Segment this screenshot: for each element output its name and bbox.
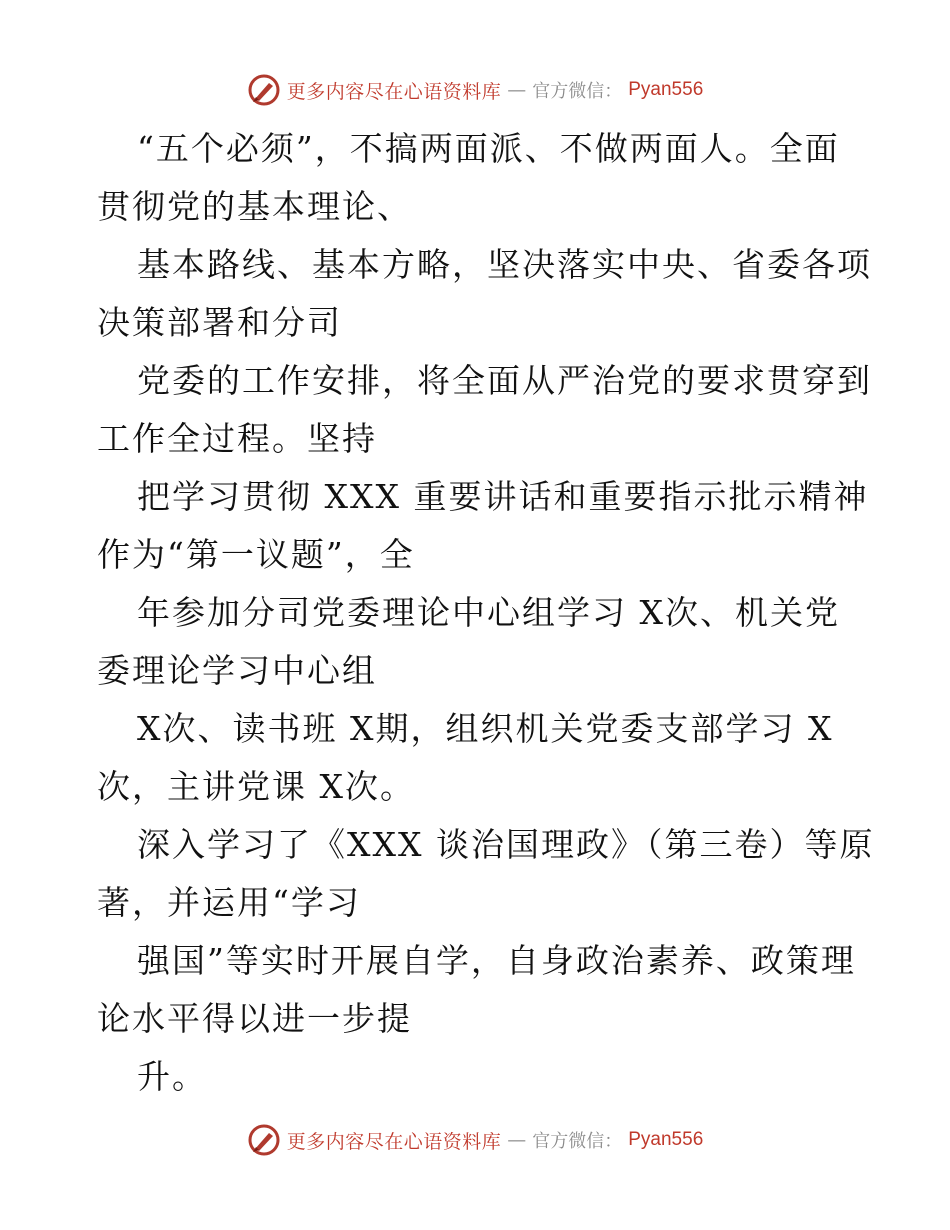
text-line: 决策部署和分司 xyxy=(97,303,342,342)
text-line: 工作全过程。坚持 xyxy=(97,419,377,458)
watermark-wechat-id: Pyan556 xyxy=(628,79,704,100)
text-line: 委理论学习中心组 xyxy=(97,651,377,690)
text-line: 次，主讲党课 X次。 xyxy=(97,767,415,806)
text-line: 年参加分司党委理论中心组学习 X次、机关党 xyxy=(137,593,840,632)
watermark-main-text: 更多内容尽在心语资料库 xyxy=(286,1130,502,1153)
text-line: 升。 xyxy=(137,1057,207,1096)
watermark-separator: — xyxy=(507,1129,527,1151)
text-line: X次、读书班 X期，组织机关党委支部学习 X xyxy=(137,709,834,748)
watermark-main-text: 更多内容尽在心语资料库 xyxy=(286,80,502,103)
text-line: 作为“第一议题”，全 xyxy=(97,535,415,574)
text-line: 论水平得以进一步提 xyxy=(97,999,412,1038)
text-line: 基本路线、基本方略，坚决落实中央、省委各项 xyxy=(137,245,872,284)
watermark-wechat-id: Pyan556 xyxy=(628,1129,704,1150)
pen-logo-icon xyxy=(247,73,281,107)
pen-logo-icon xyxy=(247,1123,281,1157)
watermark-separator: — xyxy=(507,79,527,101)
text-line: 把学习贯彻 XXX 重要讲话和重要指示批示精神 xyxy=(137,477,869,516)
watermark-header xyxy=(0,70,950,110)
text-line: 强国”等实时开展自学，自身政治素养、政策理 xyxy=(137,941,856,980)
text-line: 贯彻党的基本理论、 xyxy=(97,187,412,226)
text-line: 深入学习了《XXX 谈治国理政》（第三卷）等原 xyxy=(137,825,875,864)
text-line: 著，并运用“学习 xyxy=(97,883,361,922)
watermark-sub-text: 官方微信： xyxy=(532,1131,623,1152)
document-body xyxy=(97,120,875,1106)
text-line: “五个必须”，不搞两面派、不做两面人。全面 xyxy=(137,129,840,168)
text-line: 党委的工作安排，将全面从严治党的要求贯穿到 xyxy=(137,361,872,400)
watermark-sub-text: 官方微信： xyxy=(532,81,623,102)
watermark-footer xyxy=(0,1120,950,1160)
